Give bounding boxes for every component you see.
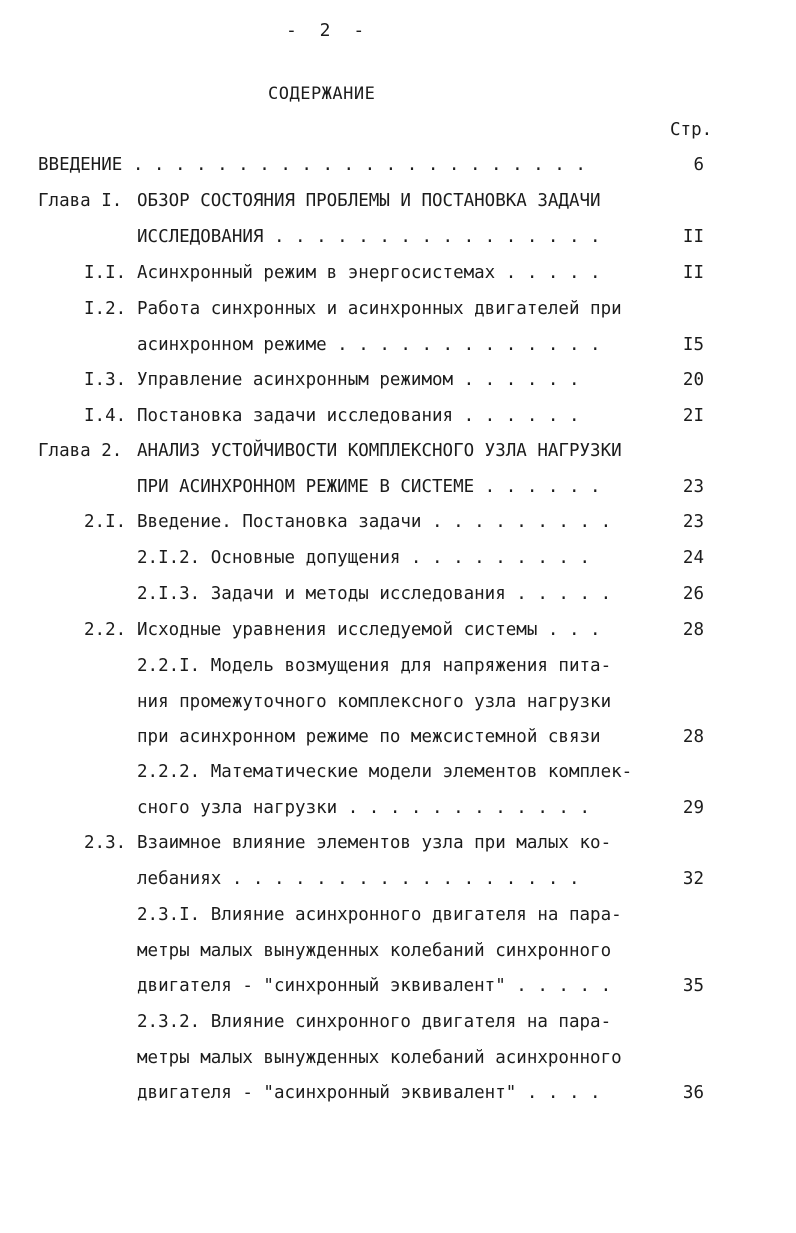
toc-entry-text: АНАЛИЗ УСТОЙЧИВОСТИ КОМПЛЕКСНОГО УЗЛА НАГРУЗКИ xyxy=(137,441,622,461)
toc-entry-text: ПРИ АСИНХРОННОМ РЕЖИМЕ В СИСТЕМЕ . . . . . . xyxy=(137,476,601,497)
page-column-label: Стр. xyxy=(670,120,713,140)
toc-page-number: 20 xyxy=(682,370,704,390)
toc-entry-text: ИССЛЕДОВАНИЯ . . . . . . . . . . . . . . . . xyxy=(137,226,601,247)
toc-page-number: 23 xyxy=(682,476,704,497)
toc-page-number: 2I xyxy=(682,406,704,426)
toc-entry-number: 2.I. xyxy=(84,512,127,532)
page-title: СОДЕРЖАНИЕ xyxy=(268,84,376,104)
toc-page-number: II xyxy=(682,263,704,283)
toc-page-number: 6 xyxy=(693,155,704,175)
toc-page-number: 35 xyxy=(682,976,704,997)
toc-entry-text: 2.3.I. Влияние асинхронного двигателя на пара- xyxy=(137,905,622,925)
toc-entry-text: 2.2.I. Модель возмущения для напряжения пита- xyxy=(137,656,612,676)
toc-entry-text: Управление асинхронным режимом . . . . . . xyxy=(137,370,580,390)
toc-page-number: 36 xyxy=(682,1083,704,1104)
toc-entry-text: метры малых вынужденных колебаний синхронного xyxy=(137,940,612,961)
toc-entry-text: при асинхронном режиме по межсистемной связи xyxy=(137,727,601,748)
toc-page-number: 28 xyxy=(682,727,704,748)
toc-entry-text: Введение. Постановка задачи . . . . . . . . . xyxy=(137,512,612,532)
toc-entry-text: ния промежуточного комплексного узла нагрузки xyxy=(137,691,612,712)
toc-entry-text: метры малых вынужденных колебаний асинхронного xyxy=(137,1047,622,1068)
toc-page-number: 26 xyxy=(682,584,704,604)
toc-entry-number: I.4. xyxy=(84,406,127,426)
toc-entry-text: Асинхронный режим в энергосистемах . . . . . xyxy=(137,263,601,283)
toc-entry-text: лебаниях . . . . . . . . . . . . . . . . . xyxy=(137,868,580,889)
toc-entry-number: Глава I. xyxy=(38,191,123,211)
toc-entry-text: Исходные уравнения исследуемой системы . . . xyxy=(137,620,601,640)
toc-entry-text: 2.I.2. Основные допущения . . . . . . . . . xyxy=(137,548,591,568)
toc-entry-text: ОБЗОР СОСТОЯНИЯ ПРОБЛЕМЫ И ПОСТАНОВКА ЗАДАЧИ xyxy=(137,191,601,211)
toc-page-number: 29 xyxy=(682,797,704,818)
toc-entry-text: 2.I.3. Задачи и методы исследования . . . . . xyxy=(137,584,612,604)
toc-page-number: 23 xyxy=(682,512,704,532)
toc-page-number: 24 xyxy=(682,548,704,568)
toc-entry-text: 2.2.2. Математические модели элементов комплек- xyxy=(137,762,633,782)
toc-entry-number: 2.3. xyxy=(84,833,127,853)
toc-entry-text: двигателя - "асинхронный эквивалент" . . . . xyxy=(137,1083,601,1104)
toc-entry-number: 2.2. xyxy=(84,620,127,640)
toc-page-number: 32 xyxy=(682,868,704,889)
toc-page-number: II xyxy=(682,226,704,247)
toc-entry-text: Взаимное влияние элементов узла при малых ко- xyxy=(137,833,612,853)
toc-entry-text: ВВЕДЕНИЕ . . . . . . . . . . . . . . . . . . . . . . xyxy=(38,155,586,175)
toc-entry-number: I.2. xyxy=(84,299,127,319)
toc-page-number: I5 xyxy=(682,334,704,355)
toc-entry-text: асинхронном режиме . . . . . . . . . . . . . xyxy=(137,334,601,355)
toc-entry-text: Работа синхронных и асинхронных двигателей при xyxy=(137,299,622,319)
toc-entry-text: двигателя - "синхронный эквивалент" . . . . . xyxy=(137,976,612,997)
toc-page-number: 28 xyxy=(682,620,704,640)
toc-entry-text: 2.3.2. Влияние синхронного двигателя на пара- xyxy=(137,1012,612,1032)
toc-entry-number: I.I. xyxy=(84,263,127,283)
page-number: - 2 - xyxy=(286,20,371,41)
toc-entry-text: сного узла нагрузки . . . . . . . . . . . . xyxy=(137,797,591,818)
toc-entry-number: I.3. xyxy=(84,370,127,390)
toc-entry-text: Постановка задачи исследования . . . . . . xyxy=(137,406,580,426)
toc-entry-number: Глава 2. xyxy=(38,441,123,461)
